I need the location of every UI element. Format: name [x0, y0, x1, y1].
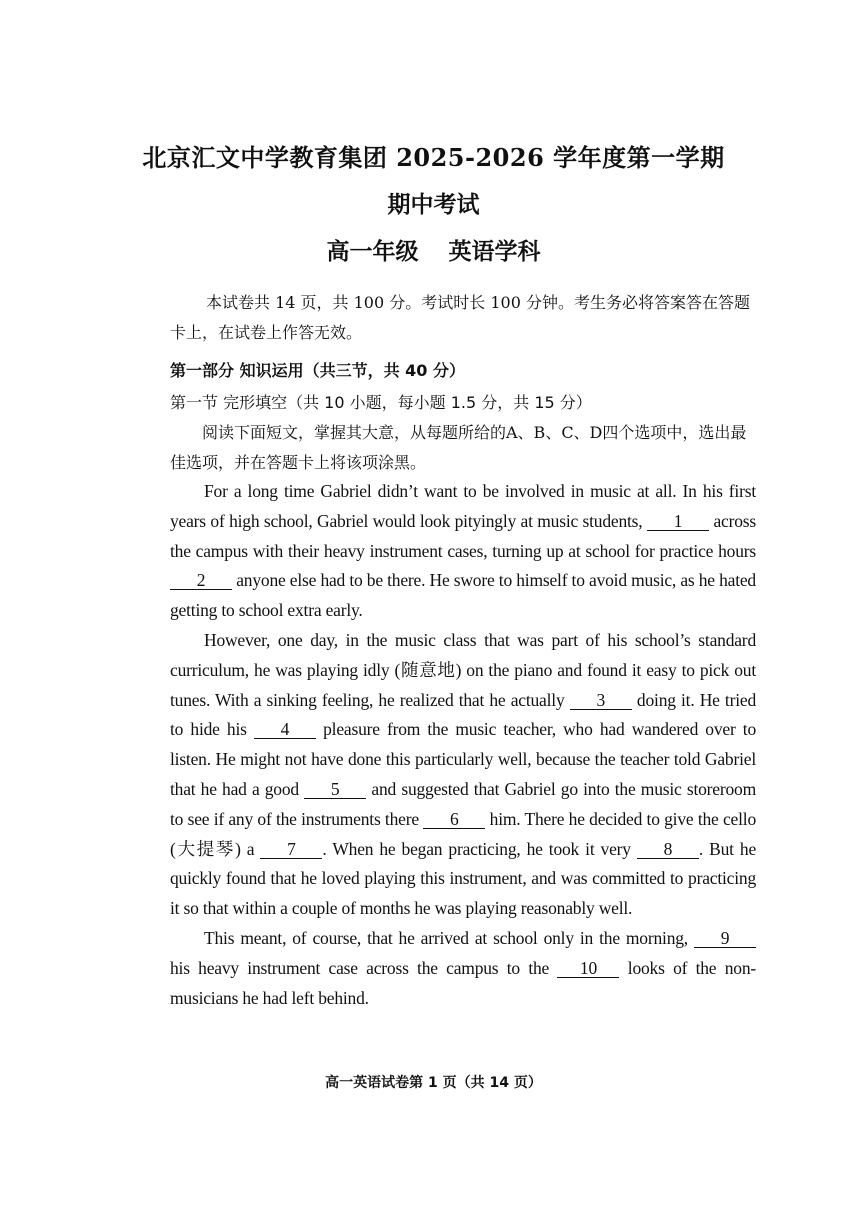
- passage-paragraph: [170, 924, 756, 1013]
- passage-text: . When he began practicing, he took it very: [322, 838, 637, 859]
- part-heading: 第一部分 知识运用（共三节，共 40 分）: [170, 361, 465, 380]
- section-heading: 第一节 完形填空（共 10 小题，每小题 1.5 分，共 15 分）: [170, 393, 592, 412]
- passage-text: This meant, of course, that he arrived at school only in the morning,: [204, 927, 694, 948]
- blank-4: 4: [254, 720, 316, 739]
- section-instructions: 阅读下面短文，掌握其大意，从每题所给的A、B、C、D四个选项中，选出最佳选项，并在答题卡上将该项涂黑。: [170, 423, 747, 472]
- passage-text: him. There he decided to give the cello (大提琴) a: [170, 808, 756, 859]
- passage-paragraph: [170, 477, 756, 626]
- passage-text: his heavy instrument case across the campus to the: [170, 957, 558, 978]
- passage-text: For a long time Gabriel didn’t want to be involved in music at all. In his first years of high school, Gabriel would look pityingly at music students,: [170, 481, 756, 531]
- exam-notice: 本试卷共 14 页，共 100 分。考试时长 100 分钟。考生务必将答案答在答题卡上，在试卷上作答无效。: [170, 293, 750, 342]
- blank-6: 6: [423, 810, 485, 829]
- passage-paragraph: [170, 626, 756, 924]
- blank-1: 1: [647, 512, 709, 531]
- blank-7: 7: [260, 840, 322, 859]
- passage-text: looks of the non-musicians he had left behind.: [170, 957, 756, 1008]
- subject-label: 英语学科: [448, 238, 541, 265]
- grade-subject: [0, 233, 867, 266]
- exam-title: 北京汇文中学教育集团 2025-2026 学年度第一学期: [142, 143, 725, 172]
- exam-subtitle: 期中考试: [387, 191, 480, 218]
- blank-5: 5: [304, 780, 366, 799]
- cloze-passage: [170, 477, 756, 1013]
- passage-text: doing it. He tried to hide his: [170, 689, 757, 740]
- passage-text: pleasure from the music teacher, who had wandered over to listen. He might not have done this particularly well, because the teacher told Gabriel that he had a good: [170, 719, 756, 799]
- passage-text: and suggested that Gabriel go into the music storeroom to see if any of the instruments there: [170, 778, 756, 829]
- passage-text: . But he quickly found that he loved playing this instrument, and was committed to practicing it so that within a couple of months he was playing reasonably well.: [170, 838, 757, 919]
- blank-3: 3: [570, 691, 632, 710]
- passage-text: However, one day, in the music class that was part of his school’s standard curriculum, he was playing idly (随意地) on the piano and found it easy to pick out tunes. With a sinking feeling, he realized that he actually: [170, 629, 756, 710]
- page-footer: 高一英语试卷第 1 页（共 14 页）: [325, 1075, 542, 1091]
- passage-text: across the campus with their heavy instrument cases, turning up at school for practice hours: [170, 510, 756, 561]
- grade-label: 高一年级: [326, 238, 419, 265]
- blank-8: 8: [637, 840, 699, 859]
- blank-10: 10: [557, 959, 619, 978]
- blank-9: 9: [694, 929, 756, 948]
- blank-2: 2: [170, 571, 232, 590]
- passage-text: anyone else had to be there. He swore to himself to avoid music, as he hated getting to school extra early.: [170, 570, 756, 621]
